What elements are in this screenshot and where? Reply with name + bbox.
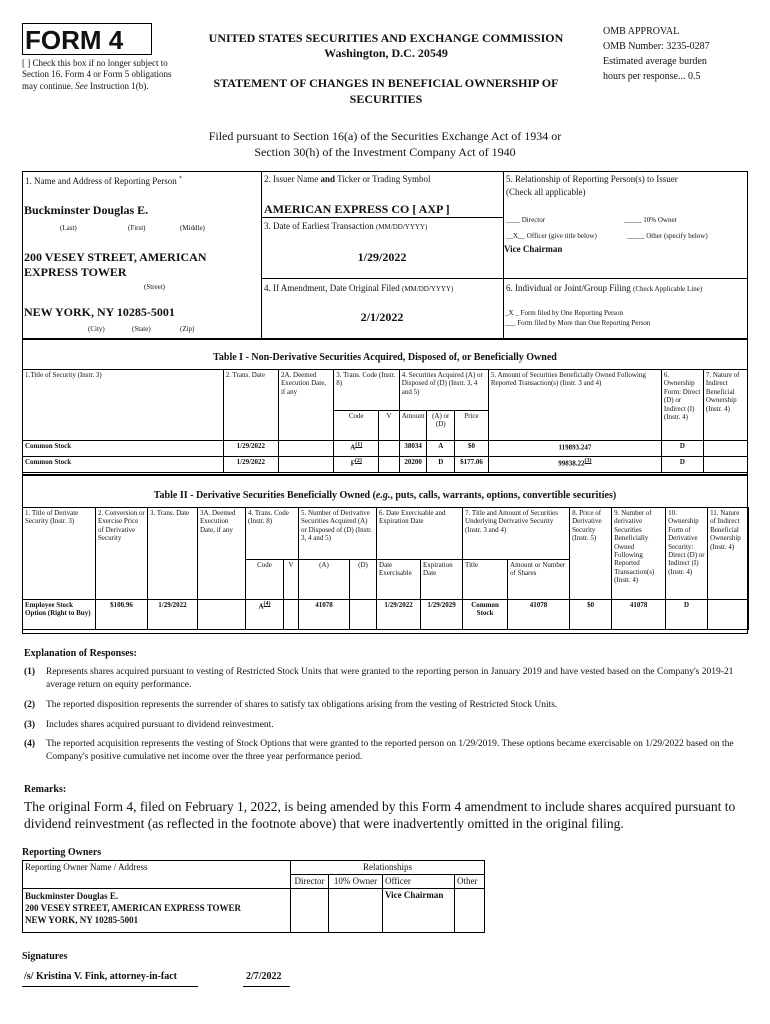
omb-number: OMB Number: 3235-0287: [603, 41, 710, 52]
relationship-label: 5. Relationship of Reporting Person(s) to Issuer: [506, 174, 678, 184]
check-director[interactable]: ____ Director: [506, 216, 546, 224]
street-line-1: 200 VESEY STREET, AMERICAN: [24, 250, 207, 264]
label-zip: (Zip): [180, 325, 195, 333]
t1-h-price: Price: [455, 411, 489, 441]
table1: [22, 369, 748, 473]
t1-h-owned: 5. Amount of Securities Beneficially Owned Following Reported Transaction(s) (Instr. 3 and 4): [488, 370, 661, 441]
footnote-4: (4) The reported acquisition represents the vesting of Stock Options that were granted to the reported person on 1/29/2019. These options became exercisable on 1/29/2022 based on the Company's positive cumulative net income over the three year performance period.: [24, 739, 734, 762]
t2-h-form: 10. Ownership Form of Derivative Security: Direct (D) or Indirect (I) (Instr. 4): [666, 508, 708, 600]
amendment-date: 2/1/2022: [360, 310, 404, 324]
t2-h-price: 8. Price of Derivative Security (Instr. 5): [570, 508, 612, 600]
label-city: (City): [88, 325, 105, 333]
signer-name: /s/ Kristina V. Fink, attorney-in-fact: [24, 971, 177, 982]
reporting-person-label: 1. Name and Address of Reporting Person *: [25, 176, 182, 186]
t2-h-nature: 11. Nature of Indirect Beneficial Ownership (Instr. 4): [708, 508, 749, 600]
earliest-date-label: 3. Date of Earliest Transaction (MM/DD/YYYY): [264, 221, 428, 231]
t1-h-v: V: [379, 411, 399, 441]
t1-h-deemed: 2A. Deemed Execution Date, if any: [278, 370, 333, 441]
remarks-title: Remarks:: [24, 784, 67, 795]
t1-h-ad: (A) or (D): [427, 411, 455, 441]
owners-title: Reporting Owners: [22, 847, 102, 858]
issuer-label: 2. Issuer Name and Ticker or Trading Symbol: [264, 174, 431, 184]
explanation-title: Explanation of Responses:: [24, 648, 137, 659]
table1-title: Table I - Non-Derivative Securities Acquired, Disposed of, or Beneficially Owned: [213, 352, 557, 363]
t2-h-code: 4. Trans. Code (Instr. 8): [246, 508, 299, 560]
footnote-1: (1) Represents shares acquired pursuant to vesting of Restricted Stock Units that were granted to the reporting person in January 2019 and have vested based on the Company's 2019-21 average return on equity performance.: [24, 667, 734, 690]
t1-h-nature: 7. Nature of Indirect Beneficial Ownership (Instr. 4): [703, 370, 747, 441]
filed-pursuant-1: Filed pursuant to Section 16(a) of the Securities Exchange Act of 1934 or: [208, 129, 562, 143]
label-state: (State): [132, 325, 151, 333]
table-row: Employee Stock Option (Right to Buy) $100.96 1/29/2022 $A^{(4)}$ 41078 1/29/2022 1/29/2029 Common Stock 41078 $0 41078 D: [23, 600, 749, 630]
table2-title: Table II - Derivative Securities Beneficially Owned (e.g., puts, calls, warrants, options, convertible securities): [153, 490, 617, 501]
filing-one-person[interactable]: _X _ Form filed by One Reporting Person: [505, 309, 624, 317]
officer-title: Vice Chairman: [504, 244, 563, 254]
footnote-link[interactable]: (1): [355, 442, 363, 448]
t1-h-title: 1.Title of Security (Instr. 3): [23, 370, 224, 441]
omb-burden-1: Estimated average burden: [603, 56, 707, 67]
label-first: (First): [128, 224, 146, 232]
issuer-name: AMERICAN EXPRESS CO [ AXP ]: [264, 202, 450, 216]
filing-label: 6. Individual or Joint/Group Filing (Check Applicable Line): [506, 283, 703, 293]
label-street: (Street): [144, 283, 165, 291]
t2-h-deemed: 3A. Deemed Execution Date, if any: [198, 508, 246, 600]
table-row: Buckminster Douglas E. 200 VESEY STREET, AMERICAN EXPRESS TOWER NEW YORK, NY 10285-5001 Vice Chairman: [23, 889, 485, 933]
check-officer[interactable]: __X__ Officer (give title below): [506, 232, 597, 240]
form-title: FORM 4: [25, 25, 124, 55]
section16-note: [ ] Check this box if no longer subject to Section 16. Form 4 or Form 5 obligations may continue. See Instruction 1(b).: [22, 58, 172, 91]
statement-title-2: SECURITIES: [349, 92, 423, 106]
t1-h-date: 2. Trans. Date: [223, 370, 278, 441]
signatures-title: Signatures: [22, 951, 68, 962]
agency-name: UNITED STATES SECURITIES AND EXCHANGE COMMISSION: [208, 31, 564, 45]
omb-box: [603, 24, 763, 84]
omb-approval: OMB APPROVAL: [603, 26, 680, 37]
label-last: (Last): [60, 224, 77, 232]
relationship-sub: (Check all applicable): [506, 187, 586, 197]
footnote-link[interactable]: (4): [263, 601, 271, 607]
footnote-link[interactable]: (2): [354, 458, 362, 464]
city-line: NEW YORK, NY 10285-5001: [24, 305, 175, 319]
table-row: Common Stock 1/29/2022 $F^{(2)}$ 20200 D $177.06 99838.22$^{(3)}$ D: [23, 457, 748, 473]
filing-multiple[interactable]: ___ Form filed by More than One Reporting Person: [505, 319, 651, 327]
owners-table: Reporting Owner Name / Address Relationships Director 10% Owner Officer Other Buckminster Douglas E. 200 VESEY STREET, AMERICAN EXPRESS TOWER NEW YORK, NY 10285-5001 Vice Chairman: [22, 860, 485, 933]
table2: 1. Title of Derivate Security (Instr. 3) 2. Conversion or Exercise Price of Derivative Security 3. Trans. Date 3A. Deemed Execution Date, if any 4. Trans. Code (Instr. 8) 5. Number of Derivative Securities Acquired (A) or Disposed of (D) (Instr. 3, 4 and 5) 6. Date Exercisable and Expiration Date 7. Title and Amount of Securities Underlying Derivative Security (Instr. 3 and 4) 8. Price of Derivative Security (Instr. 5) 9. Number of derivative Securities Beneficially Owned Following Reported Transaction(s) (Instr. 4) 10. Ownership Form of Derivative Security: Direct (D) or Indirect (I) (Instr. 4) 11. Nature of Indirect Beneficial Ownership (Instr. 4) Code V (A) (D) Date Exercisable Expiration Date Title Amount or Number of Shares Employee Stock Option (Right to Buy) $100.96 1/29/2022 $A^{(4)}$ 41078 1/29/2022 1/29/2029 Common Stock 41078 $0 41078 D: [22, 507, 749, 630]
t1-h-form: 6. Ownership Form: Direct (D) or Indirect (I) (Instr. 4): [661, 370, 703, 441]
t2-h-exercisable: 6. Date Exercisable and Expiration Date: [377, 508, 463, 560]
check-other[interactable]: _____ Other (specify below): [627, 232, 708, 240]
signature-date: 2/7/2022: [246, 971, 282, 982]
amendment-label: 4. If Amendment, Date Original Filed (MM/DD/YYYY): [264, 283, 454, 293]
t2-h-owned: 9. Number of derivative Securities Beneficially Owned Following Reported Transaction(s) (Instr. 4): [612, 508, 666, 600]
filed-pursuant-2: Section 30(h) of the Investment Company Act of 1940: [254, 145, 516, 159]
agency-city: Washington, D.C. 20549: [324, 46, 448, 60]
t2-h-date: 3. Trans. Date: [148, 508, 198, 600]
t1-h-amount: Amount: [399, 411, 427, 441]
footnote-3: (3) Includes shares acquired pursuant to dividend reinvestment.: [24, 720, 274, 730]
t2-h-number: 5. Number of Derivative Securities Acquired (A) or Disposed of (D) (Instr. 3, 4 and 5): [299, 508, 377, 560]
t2-h-conv: 2. Conversion or Exercise Price of Derivative Security: [96, 508, 148, 600]
t2-h-underlying: 7. Title and Amount of Securities Underlying Derivative Security (Instr. 3 and 4): [463, 508, 570, 560]
t1-h-acquired: 4. Securities Acquired (A) or Disposed of (D) (Instr. 3, 4 and 5): [399, 370, 488, 411]
form-title-box: [22, 23, 152, 55]
earliest-date: 1/29/2022: [357, 250, 407, 264]
label-middle: (Middle): [180, 224, 205, 232]
omb-burden-2: hours per response... 0.5: [603, 71, 701, 82]
footnote-2: (2) The reported disposition represents the surrender of shares to satisfy tax obligations arising from the vesting of Restricted Stock Units.: [24, 700, 558, 710]
table-row: Common Stock 1/29/2022 $A^{(1)}$ 38034 A $0 119893.247 D: [23, 441, 748, 457]
check-ten-pct-owner[interactable]: _____ 10% Owner: [624, 216, 677, 224]
reporting-person-name: Buckminster Douglas E.: [24, 203, 149, 217]
t1-h-code: 3. Trans. Code (Instr. 8): [334, 370, 400, 411]
t1-h-code-sub: Code: [334, 411, 379, 441]
footnote-link[interactable]: (3): [584, 458, 592, 464]
remarks-text: The original Form 4, filed on February 1, 2022, is being amended by this Form 4 amendment to include shares acquired pursuant to dividend reinvestment (as reflected in the footnote above) that were inadvertently omitted in the original filing.: [24, 799, 736, 831]
t2-h-title: 1. Title of Derivate Security (Instr. 3): [23, 508, 96, 600]
statement-title-1: STATEMENT OF CHANGES IN BENEFICIAL OWNERSHIP OF: [213, 76, 559, 90]
street-line-2: EXPRESS TOWER: [24, 265, 127, 279]
